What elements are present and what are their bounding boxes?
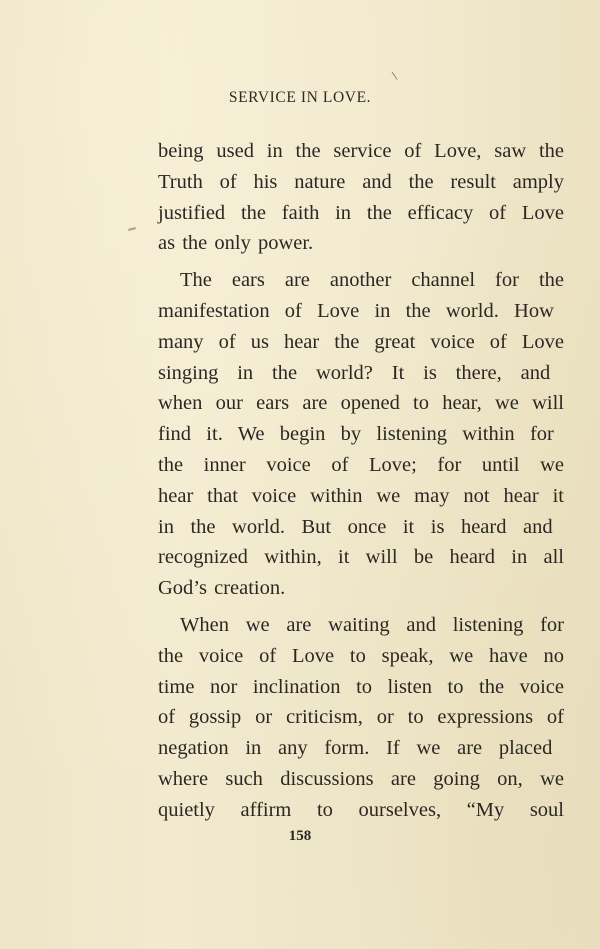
text-line: hear that voice within we may not hear it: [158, 484, 564, 507]
text-line: God’s creation.: [158, 577, 286, 600]
body-text: [158, 136, 564, 826]
text-line: being used in the service of Love, saw the: [158, 140, 564, 162]
text-line: find it. We begin by listening within for: [158, 423, 554, 446]
text-line: singing in the world? It is there, and: [158, 361, 551, 384]
text-line: the voice of Love to speak, we have no: [158, 644, 564, 667]
text-line: time nor inclination to listen to the voice: [158, 675, 564, 698]
text-line: in the world. But once it is heard and: [158, 515, 553, 538]
paragraph-3: [158, 610, 564, 826]
paragraph-2: [158, 265, 564, 604]
paragraph-1: [158, 136, 564, 259]
text-line: justified the faith in the efficacy of Love: [158, 201, 564, 224]
running-head: SERVICE IN LOVE.: [228, 89, 372, 106]
text-line: many of us hear the great voice of Love: [158, 330, 564, 353]
text-line: the inner voice of Love; for until we: [158, 453, 564, 476]
text-line: The ears are another channel for the: [180, 269, 564, 292]
text-line: quietly affirm to ourselves, “My soul: [158, 798, 564, 821]
text-line: recognized within, it will be heard in all: [158, 546, 564, 569]
text-line: Truth of his nature and the result amply: [158, 170, 564, 193]
text-line: when our ears are opened to hear, we will: [158, 392, 564, 415]
scan-blemish: [128, 227, 136, 231]
scan-mark: \: [390, 68, 399, 84]
text-line: as the only power.: [158, 232, 314, 255]
text-line: negation in any form. If we are placed: [158, 737, 553, 760]
text-line: where such discussions are going on, we: [158, 767, 564, 790]
page-number: 158: [288, 828, 312, 844]
text-line: manifestation of Love in the world. How: [158, 299, 554, 322]
text-line: of gossip or criticism, or to expressions of: [158, 706, 564, 729]
text-line: When we are waiting and listening for: [180, 613, 564, 636]
